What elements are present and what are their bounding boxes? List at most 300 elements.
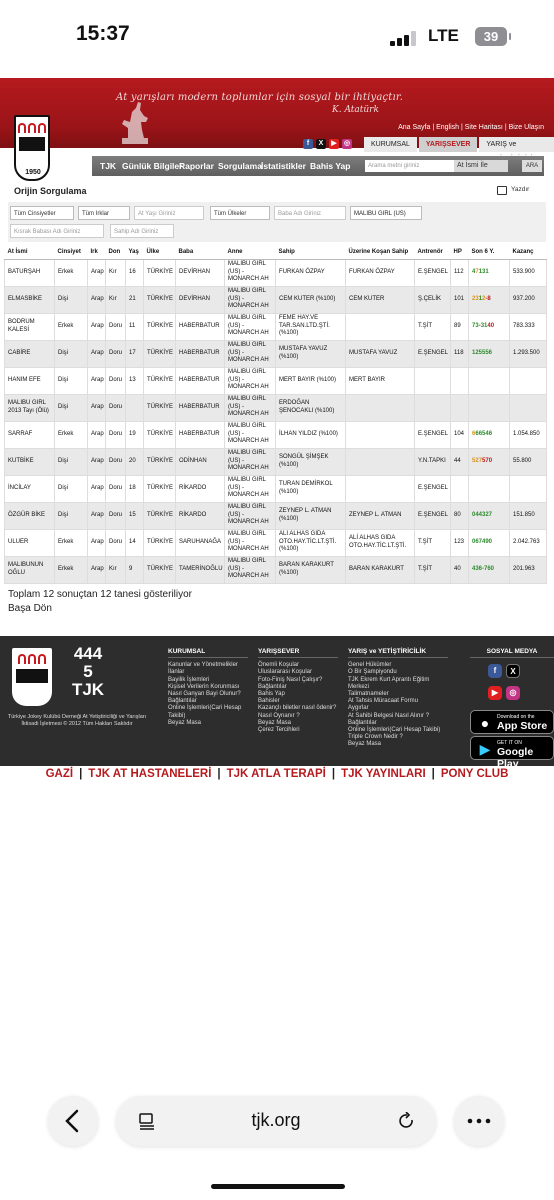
last6-result: 1 [484,322,488,329]
main-nav [92,156,544,176]
cell-earn: 2.042.763 [510,529,547,556]
cell-age: 21 [126,286,144,313]
cell-country: TÜRKİYE [144,394,176,421]
cell-owner[interactable]: ERDOĞAN ŞENOCAKLI (%100) [276,394,346,421]
cell-earn: 201.963 [510,556,547,583]
cell-mother[interactable]: MALIBU GIRL (US) - MONARCH AH [225,421,276,448]
cell-earn: 1.054.850 [510,421,547,448]
footer-link[interactable]: Foto-Finiş Nasıl Çalışır? [258,676,323,683]
last6-result: - [478,322,481,329]
cell-mother[interactable]: MALIBU GIRL (US) - MONARCH AH [225,556,276,583]
partner-link[interactable]: GAZİ [45,768,74,780]
cell-coat: Kır [106,259,126,286]
cell-breed: Arap [88,286,106,313]
cell-owner[interactable]: MERT BAYIR (%100) [276,367,346,394]
status-bar [0,0,554,78]
cell-owner[interactable]: CEM KUTER (%100) [276,286,346,313]
last6-cell [469,529,510,556]
footer-link[interactable]: Kişisel Verilerin Korunması [168,683,240,690]
facebook-icon[interactable]: f [488,664,502,678]
search-button[interactable]: ARA [522,160,542,172]
footer-link[interactable]: Online İşlemleri(Cari Hesap Takibi) [348,727,441,734]
cell-coat: Doru [106,340,126,367]
cell-sex: Dişi [55,475,88,502]
youtube-icon[interactable]: ▶ [488,686,502,700]
last6-result: 436-760 [472,565,495,572]
footer-social: SOSYAL MEDYA [470,648,554,662]
google-play-button[interactable]: ▶ GET IT ON Google Play [470,736,554,760]
cell-father[interactable]: HABERBATUR [176,421,225,448]
cell-runner-owner: ZEYNEP L. ATMAN [346,502,415,529]
footer-link[interactable]: Bağlantılar [258,683,287,690]
last6-result: 2 [472,295,476,302]
cell-trainer[interactable]: T.ŞİT [415,556,451,583]
cell-country: TÜRKİYE [144,313,176,340]
last6-result: 8 [487,295,491,302]
results-table [4,245,547,584]
cell-father[interactable]: RİKARDO [176,502,225,529]
footer-link[interactable]: Nasıl Ganyan Bayi Olunur? [168,691,241,698]
cell-coat: Doru [106,367,126,394]
column-header[interactable]: Üzerine Koşan Sahip [346,245,415,259]
footer-link[interactable]: Talimatnameler [348,691,389,698]
tjk-logo[interactable]: 1950 [14,115,50,181]
cell-father[interactable]: RİKARDO [176,475,225,502]
column-header[interactable]: Kazanç [510,245,547,259]
partner-links [0,768,554,780]
cell-age: 19 [126,421,144,448]
search-type-select[interactable]: At İsmi İle [454,160,508,172]
footer-link[interactable]: O Bir Şampiyondu [348,669,397,676]
nav-gunluk-bilgiler[interactable]: Günlük Bilgiler [122,161,183,171]
cell-earn: 533.900 [510,259,547,286]
cell-breed: Arap [88,394,106,421]
footer-link[interactable]: Uluslararası Koşular [258,669,313,676]
cell-country: TÜRKİYE [144,556,176,583]
footer-link[interactable]: Genel Hükümler [348,662,392,669]
url-text: tjk.org [251,1110,301,1130]
cell-earn: 783.333 [510,313,547,340]
cell-owner[interactable]: ALİ ALHAS GIDA OTO.HAY.TİC.LT.ŞTİ. (%100) [276,529,346,556]
cell-trainer[interactable]: Y.N.TAPKI [415,448,451,475]
footer-col-kurumsal [168,648,248,727]
cell-mother[interactable]: MALIBU GIRL (US) - MONARCH AH [225,502,276,529]
country-select[interactable]: Tüm Ülkeler [210,206,270,220]
cell-mother[interactable]: MALIBU GIRL (US) - MONARCH AH [225,286,276,313]
last6-result: 0 [490,322,495,329]
cell-father[interactable]: DEVİRHAN [176,286,225,313]
footer-link[interactable]: Kanunlar ve Yönetmelikler [168,662,238,669]
cell-name[interactable]: MALIBUNUN OĞLU [5,556,55,583]
cell-father[interactable]: HABERBATUR [176,394,225,421]
footer-link[interactable]: Online İşlemleri(Cari Hesap Takibi) [168,705,242,719]
cell-trainer[interactable]: E.ŞENGEL [415,259,451,286]
footer-link[interactable]: At Sahibi Belgesi Nasıl Alınır ? [348,712,430,719]
cell-country: TÜRKİYE [144,286,176,313]
footer-col-title: KURUMSAL [168,648,248,658]
last6-result: 1 [478,268,483,275]
cell-sex: Dişi [55,502,88,529]
last6-cell [469,448,510,475]
cell-breed: Arap [88,448,106,475]
cell-hp [451,367,469,394]
x-icon[interactable]: X [316,139,326,149]
cell-mother[interactable]: MALIBU GIRL (US) - MONARCH AH [225,340,276,367]
cell-runner-owner: FURKAN ÖZPAY [346,259,415,286]
cell-country: TÜRKİYE [144,529,176,556]
chevron-left-icon [48,1096,98,1146]
last6-result: 0 [488,457,493,464]
column-header[interactable]: Anne [225,245,276,259]
filter-panel [8,202,546,242]
cell-trainer[interactable]: T.ŞİT [415,529,451,556]
last6-result: 044327 [472,511,493,518]
cell-trainer[interactable] [415,367,451,394]
partner-link[interactable]: TJK AT HASTANELERİ [88,768,212,780]
last6-cell [469,286,510,313]
cell-breed: Arap [88,259,106,286]
cell-runner-owner [346,475,415,502]
footer-link[interactable]: Bağlantılar [348,719,377,726]
cell-owner[interactable]: İLHAN YILDIZ (%100) [276,421,346,448]
cell-coat: Doru [106,394,126,421]
cell-earn: 937.200 [510,286,547,313]
x-icon[interactable]: X [506,664,520,678]
result-summary: Toplam 12 sonuçtan 12 tanesi gösteriliyor [8,589,192,600]
cell-father[interactable]: HABERBATUR [176,367,225,394]
cell-owner[interactable]: BARAN KARAKURT (%100) [276,556,346,583]
cell-name[interactable]: ELMASBİKE [5,286,55,313]
app-store-button[interactable]: ● Download on the App Store [470,710,554,734]
cell-trainer[interactable]: T.ŞİT [415,313,451,340]
network-type: LTE [428,26,459,45]
cell-trainer[interactable] [415,394,451,421]
last6-result: 7 [475,268,479,275]
last6-cell [469,259,510,286]
footer-link[interactable]: Kazançlı biletler nasıl ödenir? [258,705,337,712]
table-row [5,502,547,529]
last6-result: 6 [475,430,479,437]
cell-earn [510,367,547,394]
last6-cell [469,475,510,502]
footer-link[interactable]: Önemli Koşular [258,662,300,669]
last6-result: 067490 [472,538,493,545]
cell-country: TÜRKİYE [144,502,176,529]
table-row [5,286,547,313]
footer-link[interactable]: Bayilik İşlemleri [168,676,210,683]
footer-link[interactable]: Bahis Yap [258,691,285,698]
cell-breed: Arap [88,367,106,394]
footer-link[interactable]: Beyaz Masa [258,719,292,726]
cell-hp: 44 [451,448,469,475]
last6-cell [469,502,510,529]
last6-result: 3 [482,268,486,275]
nav-istatistikler[interactable]: İstatistikler [261,161,306,171]
owner-input[interactable]: Sahip Adı Giriniz [110,224,174,238]
partner-link[interactable]: TJK YAYINLARI [341,768,426,780]
footer-col-yarissever [258,648,338,734]
cell-earn: 151.850 [510,502,547,529]
cell-coat: Kır [106,556,126,583]
banner-slogan: At yarışları modern toplumlar için sosyal bir ihtiyaçtır. [116,92,404,103]
cell-name[interactable]: BODRUM KALESİ [5,313,55,340]
cell-sex: Dişi [55,394,88,421]
cell-sex: Erkek [55,556,88,583]
page-title: Orijin Sorgulama [14,186,87,196]
last6-result: 6 [472,430,476,437]
cell-trainer[interactable]: E.ŞENGEL [415,475,451,502]
tab-kurumsal[interactable]: KURUMSAL [364,137,417,152]
column-header[interactable]: Ülke [144,245,176,259]
link-separator: | [431,768,435,780]
cell-trainer[interactable]: E.ŞENGEL [415,421,451,448]
cell-name[interactable]: KUTBİKE [5,448,55,475]
cell-coat: Doru [106,313,126,340]
cell-country: TÜRKİYE [144,259,176,286]
column-header[interactable]: Yaş [126,245,144,259]
cell-coat: Doru [106,475,126,502]
last6-cell [469,340,510,367]
last6-result: 4 [472,268,476,275]
column-header[interactable]: Sahip [276,245,346,259]
more-button[interactable] [454,1096,504,1146]
cell-runner-owner: CEM KUTER [346,286,415,313]
cell-name[interactable]: ÖZGÜR BİKE [5,502,55,529]
footer-link[interactable]: İlanlar [168,669,185,676]
table-row [5,394,547,421]
table-row [5,259,547,286]
cell-name[interactable]: BATURŞAH [5,259,55,286]
last6-result: 3 [475,322,479,329]
instagram-icon[interactable]: ◎ [506,686,520,700]
cell-coat: Doru [106,448,126,475]
cell-age: 20 [126,448,144,475]
mare-father-input[interactable]: Kısrak Babası Adı Giriniz [10,224,104,238]
age-input[interactable]: At Yaşı Giriniz [134,206,204,220]
cell-sex: Erkek [55,529,88,556]
cell-country: TÜRKİYE [144,448,176,475]
cell-name[interactable]: CABİRE [5,340,55,367]
column-header[interactable]: Irk [88,245,106,259]
cell-owner[interactable]: FEME HAY.VE TAR.SAN.LTD.ŞTİ. (%100) [276,313,346,340]
cell-breed: Arap [88,556,106,583]
last6-result: 1 [478,295,483,302]
column-header[interactable]: At İsmi [5,245,55,259]
cell-father[interactable]: TAMERİNOĞLU [176,556,225,583]
cell-runner-owner [346,313,415,340]
cell-coat: Doru [106,421,126,448]
nav-raporlar[interactable]: Raporlar [179,161,214,171]
gender-select[interactable]: Tüm Cinsiyetler [10,206,74,220]
cell-hp: 112 [451,259,469,286]
cell-trainer[interactable]: Ş.ÇELİK [415,286,451,313]
table-header [5,245,547,259]
address-bar[interactable] [116,1096,436,1146]
facebook-icon[interactable]: f [303,139,313,149]
cell-mother[interactable]: MALIBU GIRL (US) - MONARCH AH [225,367,276,394]
table-row [5,421,547,448]
cell-owner[interactable]: FURKAN ÖZPAY [276,259,346,286]
link-separator: | [331,768,336,780]
footer-link[interactable]: Nasıl Oynanır ? [258,712,300,719]
back-to-top-link[interactable]: Başa Dön [8,603,52,614]
print-link[interactable]: Yazdır [511,186,530,193]
cell-age: 11 [126,313,144,340]
footer-social-row-2 [488,686,520,700]
cell-earn [510,394,547,421]
cell-age: 17 [126,340,144,367]
cell-father[interactable]: HABERBATUR [176,340,225,367]
cell-hp: 118 [451,340,469,367]
footer-link[interactable]: Beyaz Masa [348,741,382,748]
footer-link[interactable]: Çerez Tercihleri [258,727,300,734]
battery-icon: 39 [475,27,507,46]
table-row [5,475,547,502]
cell-sex: Erkek [55,421,88,448]
cell-country: TÜRKİYE [144,475,176,502]
mother-input[interactable]: MALIBU GIRL (US) [350,206,422,220]
cell-hp: 89 [451,313,469,340]
cell-mother[interactable]: MALIBU GIRL (US) - MONARCH AH [225,313,276,340]
last6-cell [469,313,510,340]
last6-result: 4 [487,322,491,329]
cell-runner-owner: MUSTAFA YAVUZ [346,340,415,367]
cell-hp: 104 [451,421,469,448]
hotline-number: 444 5 TJK [71,644,105,699]
cell-breed: Arap [88,475,106,502]
footer-link[interactable]: Triple Crown Nedir ? [348,734,403,741]
printer-icon[interactable] [497,186,507,195]
partner-link[interactable]: PONY CLUB [440,768,509,780]
top-links[interactable]: Ana Sayfa | English | Site Haritası | Bize Ulaşın [398,124,544,131]
clock: 15:37 [76,22,130,45]
cell-hp [451,394,469,421]
table-row [5,556,547,583]
footer-social-row-1 [488,664,520,678]
instagram-icon[interactable]: ◎ [343,140,351,147]
cell-earn: 1.293.500 [510,340,547,367]
link-separator: | [79,768,83,780]
footer-col-title: YARIŞSEVER [258,648,338,658]
ataturk-signature: K. Atatürk [332,105,379,115]
table-row [5,529,547,556]
cell-hp: 80 [451,502,469,529]
cell-breed: Arap [88,529,106,556]
footer-link[interactable]: At Tahsis Müracaat Formu [348,698,418,705]
cell-mother[interactable]: MALIBU GIRL (US) - MONARCH AH [225,259,276,286]
signal-icon [390,30,418,46]
footer-link[interactable]: Bağlantılar [168,698,197,705]
nav-sorgulama[interactable]: Sorgulama [218,161,262,171]
cell-name[interactable]: HANIM EFE [5,367,55,394]
column-header[interactable]: Cinsiyet [55,245,88,259]
column-header[interactable]: Son 6 Y. [469,245,510,259]
cell-sex: Dişi [55,340,88,367]
back-button[interactable] [48,1096,98,1146]
column-header[interactable]: Baba [176,245,225,259]
cell-sex: Erkek [55,313,88,340]
footer-link[interactable]: Beyaz Masa [168,719,202,726]
nav-tjk[interactable]: TJK [100,161,117,171]
cell-name[interactable]: ULUER [5,529,55,556]
last6-result: 3 [480,322,485,329]
cell-trainer[interactable]: E.ŞENGEL [415,340,451,367]
cell-father[interactable]: ODİNHAN [176,448,225,475]
cell-age: 9 [126,556,144,583]
cell-breed: Arap [88,502,106,529]
table-row [5,340,547,367]
cell-runner-owner [346,448,415,475]
cell-mother[interactable]: MALIBU GIRL (US) - MONARCH AH [225,529,276,556]
cell-age: 13 [126,367,144,394]
play-icon: ▶ [479,741,491,757]
column-header[interactable]: Don [106,245,126,259]
cell-sex: Dişi [55,367,88,394]
cell-owner[interactable]: MUSTAFA YAVUZ (%100) [276,340,346,367]
last6-result: 5 [482,457,486,464]
cell-mother[interactable]: MALIBU GIRL (US) - MONARCH AH [225,394,276,421]
cell-runner-owner [346,421,415,448]
cell-name[interactable]: İNCİLAY [5,475,55,502]
partner-link[interactable]: TJK ATLA TERAPİ [226,768,326,780]
cell-runner-owner: ALİ ALHAS GIDA OTO.HAY.TİC.LT.ŞTİ. [346,529,415,556]
cell-owner[interactable]: TURAN DEMİRKOL (%100) [276,475,346,502]
social-icons-top [303,139,352,149]
cell-country: TÜRKİYE [144,340,176,367]
cell-father[interactable]: HABERBATUR [176,313,225,340]
last6-cell [469,367,510,394]
table-row [5,448,547,475]
cell-mother[interactable]: MALIBU GIRL (US) - MONARCH AH [225,475,276,502]
cell-father[interactable]: SARUHANAĞA [176,529,225,556]
column-header[interactable]: Antrenör [415,245,451,259]
search-input[interactable]: Arama metni giriniz [365,160,455,172]
father-input[interactable]: Baba Adı Giriniz [274,206,346,220]
cell-hp: 101 [451,286,469,313]
footer-link[interactable]: Aygırlar [348,705,369,712]
cell-trainer[interactable]: E.ŞENGEL [415,502,451,529]
cell-owner[interactable]: SONGÜL ŞİMŞEK (%100) [276,448,346,475]
tab-yarissever[interactable]: YARIŞSEVER [419,137,477,152]
footer-link[interactable]: Bahisler [258,698,280,705]
cell-mother[interactable]: MALIBU GIRL (US) - MONARCH AH [225,448,276,475]
last6-result: 5 [472,457,476,464]
last6-cell [469,556,510,583]
youtube-icon[interactable]: ▶ [329,139,339,149]
cell-coat: Kır [106,286,126,313]
breed-select[interactable]: Tüm Irklar [78,206,130,220]
cell-breed: Arap [88,313,106,340]
footer-link[interactable]: TJK Ekrem Kurt Aprantı Eğitim Merkezi [348,676,430,690]
cell-father[interactable]: DEVİRHAN [176,259,225,286]
cell-owner[interactable]: ZEYNEP L. ATMAN (%100) [276,502,346,529]
column-header[interactable]: HP [451,245,469,259]
cell-name[interactable]: MALIBU GIRL 2013 Tayı (Ölü) [5,394,55,421]
footer-col-yaris-yetistiricilik [348,648,448,749]
last6-result: 7 [472,322,476,329]
cell-sex: Dişi [55,286,88,313]
cell-coat: Doru [106,529,126,556]
link-separator: | [217,768,221,780]
reload-icon[interactable] [398,1112,416,1130]
home-indicator [211,1184,345,1189]
nav-bahis-yap[interactable]: Bahis Yap [310,161,351,171]
more-icon [454,1096,504,1146]
tab-yaris-yetistiricilik[interactable]: YARIŞ ve [479,137,554,152]
cell-runner-owner [346,394,415,421]
cell-earn [510,475,547,502]
cell-name[interactable]: SARRAF [5,421,55,448]
